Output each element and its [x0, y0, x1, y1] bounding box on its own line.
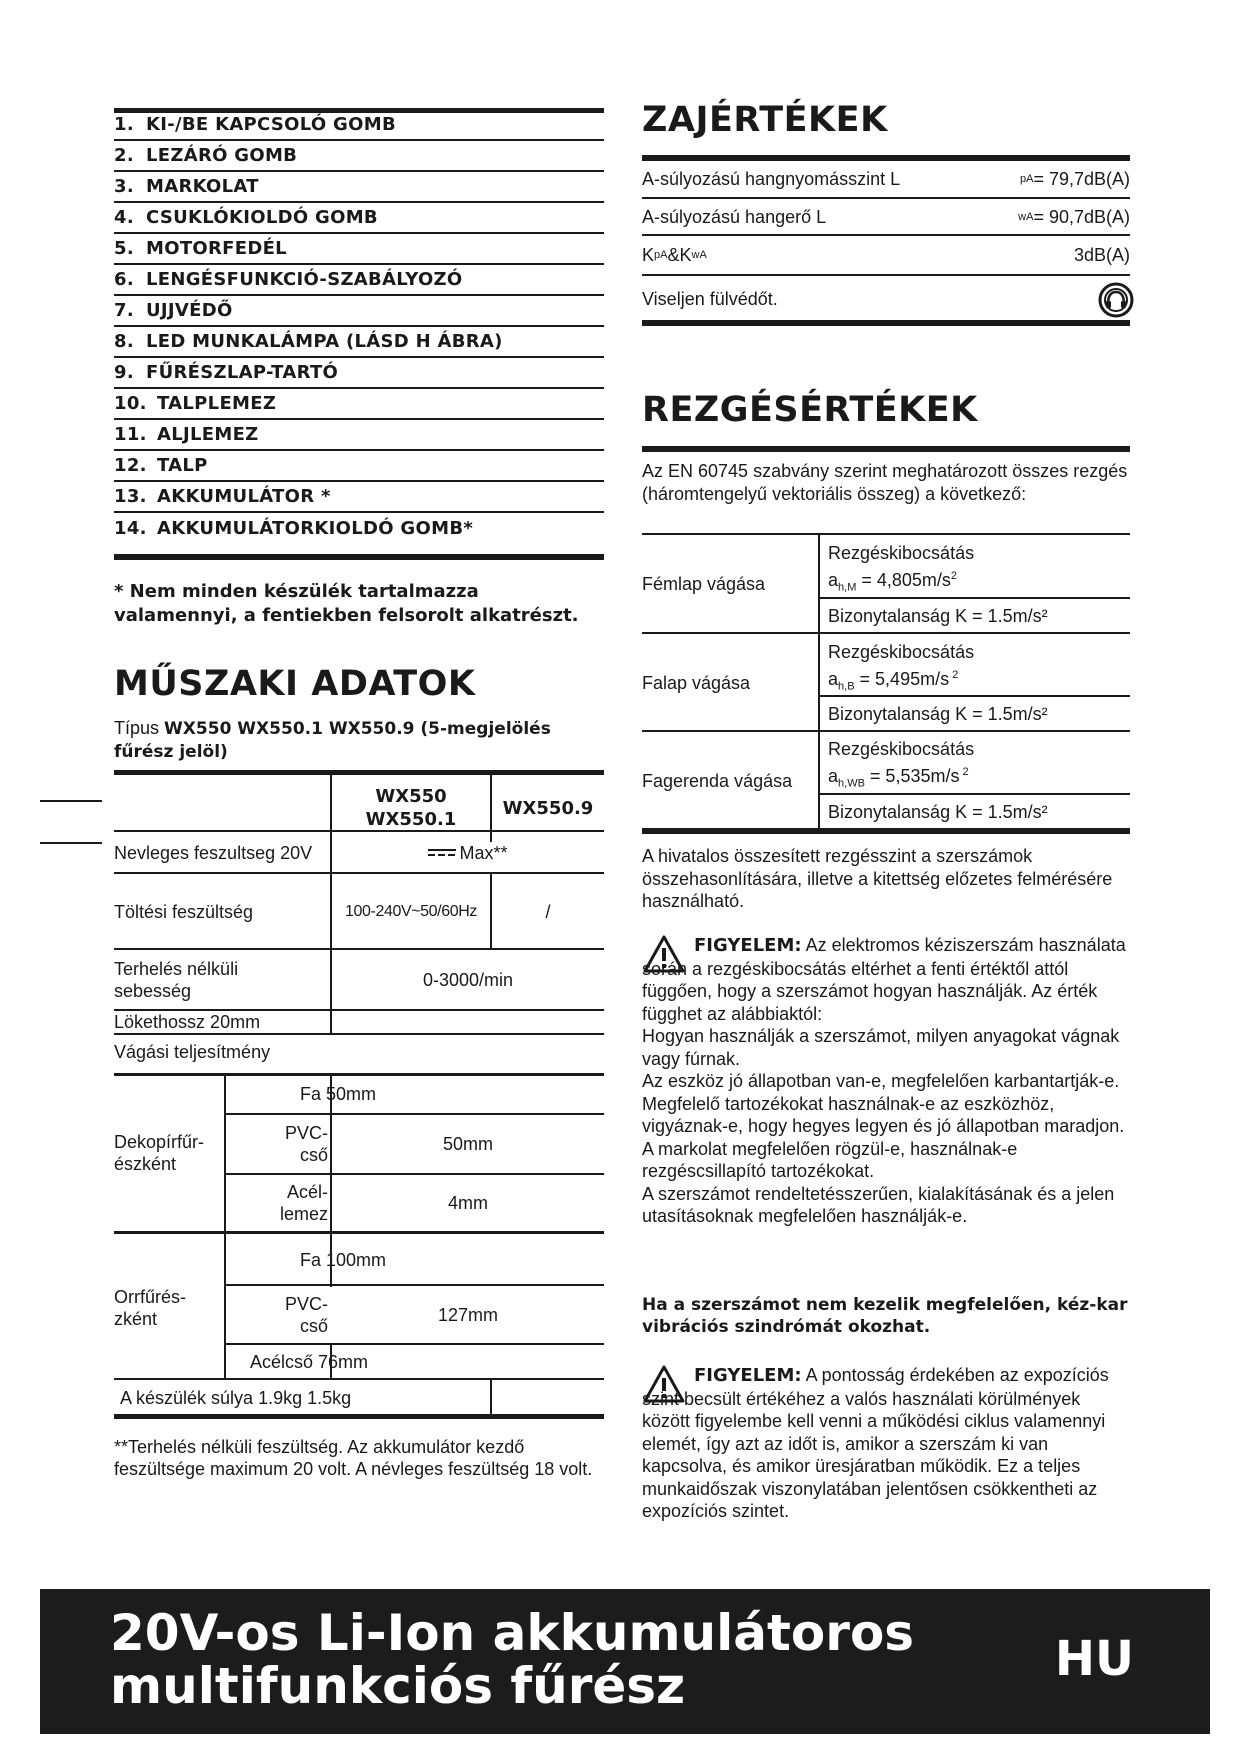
- list-item: 1. KI-/BE KAPCSOLÓ GOMB: [114, 110, 604, 141]
- vib-uncertainty: Bizonytalanság K = 1.5m/s²: [828, 801, 1048, 822]
- list-item: 12. TALP: [114, 451, 604, 482]
- bold-warning: Ha a szerszámot nem kezelik megfelelően, kéz-kar vibrációs szindrómát okozhat.: [642, 1295, 1128, 1337]
- vibration-heading: REZGÉSÉRTÉKEK: [642, 390, 978, 430]
- dc-voltage-icon: [428, 848, 456, 858]
- noload-label: Terhelés nélküli sebesség: [114, 959, 239, 1001]
- list-item: 7. UJJVÉDŐ: [114, 296, 604, 327]
- vibration-official: A hivatalos összesített rezgésszint a szerszámok összehasonlítására, illetve a kitettség előzetes felmérésére használható.: [642, 846, 1113, 911]
- vib-emission-label: Rezgéskibocsátás: [828, 739, 975, 759]
- tech-heading: MŰSZAKI ADATOK: [114, 664, 476, 704]
- cutting-label: Vágási teljesítmény: [114, 1042, 271, 1062]
- list-item: Megfelelő tartozékokat használnak-e az eszközhöz, vigyáznak-e, hogy hegyes legyen és jó állapotban maradjon.: [642, 1093, 1125, 1136]
- list-item: 11. ALJLEMEZ: [114, 420, 604, 451]
- list-item: 5. MOTORFEDÉL: [114, 234, 604, 265]
- jig-pvc-value: 50mm: [442, 1134, 493, 1154]
- noise-row2-label: A-súlyozású hangerő L: [642, 207, 827, 227]
- col-header-wx550: WX550 WX550.1: [365, 786, 457, 830]
- list-item: Hogyan használják a szerszámot, milyen anyagokat vágnak vagy fúrnak.: [642, 1026, 1120, 1069]
- list-item: 6. LENGÉSFUNKCIÓ-SZABÁLYOZÓ: [114, 265, 604, 296]
- list-item: 8. LED MUNKALÁMPA (LÁSD H ÁBRA): [114, 327, 604, 358]
- list-item: 3. MARKOLAT: [114, 172, 604, 203]
- noise-row2-value: = 90,7dB(A): [1033, 207, 1130, 227]
- warning-1-items: [642, 1025, 1130, 1228]
- vib-emission-value: $a_{h,B} = 5,495m/s$ $^2$: [828, 669, 959, 693]
- vib-uncertainty: Bizonytalanság K = 1.5m/s²: [828, 703, 1048, 724]
- jig-pvc-label: PVC- cső: [284, 1123, 328, 1165]
- vib-emission-value: $a_{h,M} = 4,805m/s^2$: [828, 570, 958, 594]
- jig-wood: Fa 50mm: [300, 1084, 377, 1104]
- vib-emission-value: $a_{h,WB} = 5,535m/s$ $^2$: [828, 766, 969, 790]
- vib-emission-label: Rezgéskibocsátás: [828, 543, 975, 563]
- parts-note: * Nem minden készülék tartalmazza valamennyi, a fentiekben felsorolt alkatrészt.: [114, 581, 579, 626]
- vib-uncertainty: Bizonytalanság K = 1.5m/s²: [828, 605, 1048, 626]
- noise-heading: ZAJÉRTÉKEK: [642, 100, 888, 140]
- noise-row3-label: K pA &K wA: [642, 245, 707, 265]
- product-title: 20V-os Li-Ion akkumulátoros multifunkciós fűrész: [110, 1604, 915, 1715]
- vibration-intro: Az EN 60745 szabvány szerint meghatározott összes rezgés (háromtengelyű vektoriális összeg) a következő:: [642, 461, 1128, 504]
- jigsaw-label: Dekopírfűr- észként: [114, 1132, 205, 1174]
- jig-steel-label: Acél- lemez: [279, 1182, 328, 1224]
- vibration-rule: [642, 446, 1130, 452]
- vib-row-label: Falap vágása: [642, 672, 751, 693]
- list-item: Az eszköz jó állapotban van-e, megfelelően karbantartják-e.: [642, 1071, 1120, 1091]
- warning-2: FIGYELEM: A pontosság érdekében az expozíciós szint becsült értékéhez a valós használati körülmények között figyelembe kell venni a működési ciklus valamennyi elemét, így azt az időt is, amikor a szerszám ki van kapcsolva, és amikor üresjáratban működik. Ez a teljes munkaidőszak viszonylatában jelentősen csökkentheti az expozíciós szintet.: [642, 1365, 1109, 1521]
- title-banner: [40, 1589, 1210, 1734]
- noload-value: 0-3000/min: [422, 970, 514, 990]
- rec-wood: Fa 100mm: [300, 1250, 387, 1270]
- warning-1: FIGYELEM: Az elektromos kéziszerszám használata során a rezgéskibocsátás eltérhet a fenti értéktől attól függően, hogy a szerszámot hogyan használják. Az érték függhet az alábbiaktól:: [642, 935, 1126, 1024]
- vib-emission-label: Rezgéskibocsátás: [828, 642, 975, 662]
- margin-mark: [40, 842, 102, 844]
- list-item: 2. LEZÁRÓ GOMB: [114, 141, 604, 172]
- list-item: A szerszámot rendeltetésszerűen, kialakításának és a jelen utasításoknak megfelelően használják-e.: [642, 1183, 1115, 1226]
- tech-type: Típus WX550 WX550.1 WX550.9 (5-megjelölés fűrész jelöl): [114, 718, 551, 762]
- noise-row1-value: = 79,7dB(A): [1033, 169, 1130, 189]
- charge-value: 100-240V~50/60Hz: [345, 902, 477, 920]
- rec-pvc-value: 127mm: [437, 1305, 499, 1325]
- voltage-value: Max**: [332, 832, 604, 874]
- parts-list: [114, 110, 604, 544]
- recip-label: Orrfűrés- zként: [114, 1287, 186, 1329]
- col-header-wx5509: WX550.9: [502, 797, 594, 819]
- list-item: A markolat megfelelően rögzül-e, használnak-e rezgéscsillapító tartozékokat.: [642, 1138, 1018, 1181]
- list-item: 9. FŰRÉSZLAP-TARTÓ: [114, 358, 604, 389]
- parts-bottom-rule: [114, 554, 604, 560]
- stroke-label: Lökethossz 20mm: [114, 1012, 261, 1032]
- jig-steel-value: 4mm: [448, 1193, 488, 1213]
- rec-pvc-label: PVC- cső: [284, 1294, 328, 1336]
- list-item: 13. AKKUMULÁTOR *: [114, 482, 604, 513]
- noise-row1-label: A-súlyozású hangnyomásszint L: [642, 169, 901, 189]
- vib-row-label: Fagerenda vágása: [642, 770, 793, 791]
- vib-row-label: Fémlap vágása: [642, 573, 766, 594]
- charge-label: Töltési feszültség: [114, 901, 254, 922]
- voltage-label: Nevleges feszultseg 20V: [114, 843, 313, 863]
- charge-value-wx5509: /: [545, 901, 551, 922]
- weight: A készülék súlya 1.9kg 1.5kg: [120, 1388, 352, 1408]
- noise-row4-label: Viseljen fülvédőt.: [642, 289, 778, 309]
- margin-mark: [40, 800, 102, 802]
- noise-row3-value: 3dB(A): [1073, 245, 1130, 265]
- tech-footnote: **Terhelés nélküli feszültség. Az akkumulátor kezdő feszültsége maximum 20 volt. A névleges feszültség 18 volt.: [114, 1437, 593, 1479]
- list-item: 10. TALPLEMEZ: [114, 389, 604, 420]
- language-code: HU: [1054, 1631, 1134, 1687]
- rec-steel: Acélcső 76mm: [250, 1352, 369, 1372]
- ear-protection-icon: [1098, 282, 1134, 318]
- list-item: 4. CSUKLÓKIOLDÓ GOMB: [114, 203, 604, 234]
- list-item: 14. AKKUMULÁTORKIOLDÓ GOMB*: [114, 518, 474, 539]
